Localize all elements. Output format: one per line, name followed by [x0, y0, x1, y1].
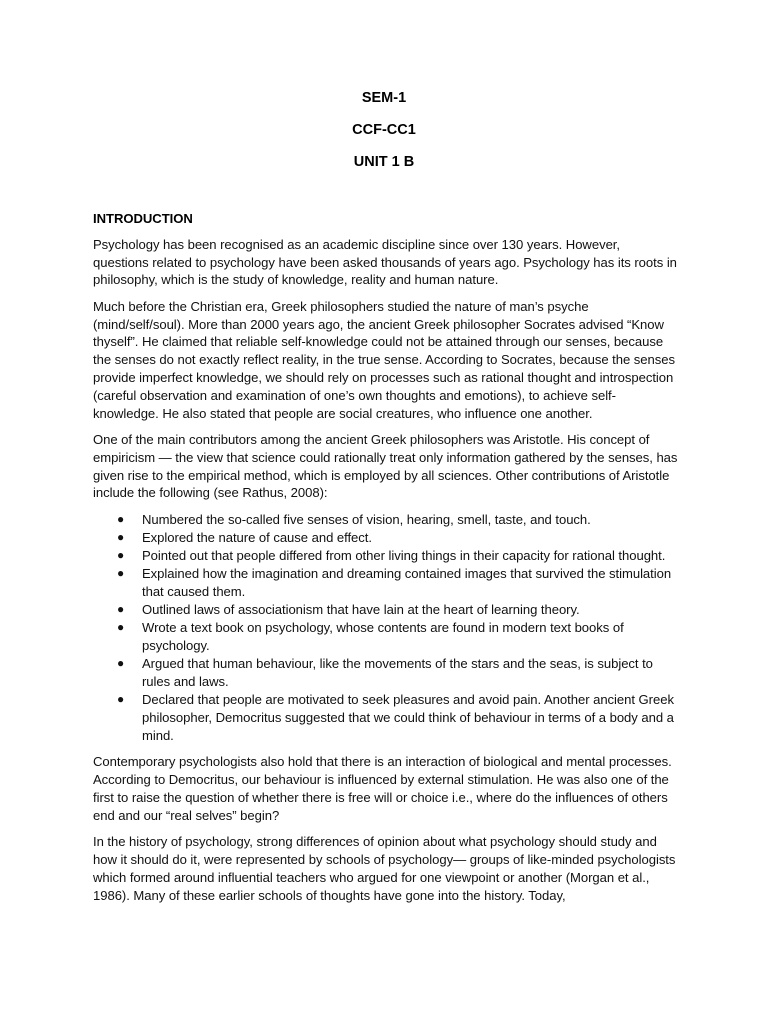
list-item	[93, 529, 678, 547]
list-item-text: Outlined laws of associationism that have lain at the heart of learning theory.	[142, 602, 580, 618]
list-item-text: Argued that human behaviour, like the movements of the stars and the seas, is subject to rules and laws.	[142, 656, 653, 690]
list-item	[93, 655, 678, 691]
paragraph: Psychology has been recognised as an academic discipline since over 130 years. However, questions related to psychology have been asked thousands of years ago. Psychology has its roots in philosophy, which is the study of knowledge, reality and human nature.	[93, 236, 677, 288]
list-item	[93, 565, 678, 601]
aristotle-contributions-list	[93, 511, 678, 745]
section-title: INTRODUCTION	[93, 211, 193, 226]
list-item-text: Numbered the so-called five senses of vision, hearing, smell, taste, and touch.	[142, 511, 591, 527]
list-item	[93, 691, 678, 744]
bullet-icon: ●	[117, 620, 125, 635]
unit-heading: UNIT 1 B	[353, 154, 415, 170]
course-code-heading: CCF-CC1	[352, 122, 416, 138]
semester-heading: SEM-1	[361, 90, 407, 106]
list-item-text: Wrote a text book on psychology, whose contents are found in modern text books of psychology.	[142, 620, 624, 654]
bullet-icon: ●	[117, 529, 125, 544]
paragraph: One of the main contributors among the ancient Greek philosophers was Aristotle. His concept of empiricism — the view that science could rationally treat only information gathered by the senses, has given rise to the empirical method, which is employed by all sciences. Other contributions of Aristotle include the following (see Rathus, 2008):	[93, 431, 678, 501]
list-item	[93, 547, 678, 565]
bullet-icon: ●	[117, 602, 125, 617]
list-item-text: Pointed out that people differed from other living things in their capacity for rational thought.	[142, 548, 666, 564]
paragraph: In the history of psychology, strong differences of opinion about what psychology should study and how it should do it, were represented by schools of psychology— groups of like-minded psychologists which formed around influential teachers who argued for one viewpoint or another (Morgan et al., 1986). Many of these earlier schools of thoughts have gone into the history. Today,	[93, 834, 676, 903]
list-item	[93, 619, 678, 655]
bullet-icon: ●	[117, 511, 125, 526]
bullet-icon: ●	[117, 548, 125, 563]
paragraph: Contemporary psychologists also hold that there is an interaction of biological and mental processes. According to Democritus, our behaviour is influenced by external stimulation. He was also one of the first to raise the question of whether there is free will or choice i.e., where do the influences of others end and our “real selves” begin?	[93, 754, 672, 823]
bullet-icon: ●	[117, 566, 125, 581]
list-item	[93, 511, 678, 529]
bullet-icon: ●	[117, 692, 125, 707]
list-item-text: Explored the nature of cause and effect.	[142, 529, 372, 545]
list-item-text: Explained how the imagination and dreaming contained images that survived the stimulation that caused them.	[142, 566, 672, 600]
bullet-icon: ●	[117, 656, 125, 671]
list-item	[93, 601, 678, 619]
paragraph: Much before the Christian era, Greek philosophers studied the nature of man’s psyche (mind/self/soul). More than 2000 years ago, the ancient Greek philosopher Socrates advised “Know thyself”. He claimed that reliable self-knowledge could not be attained through our senses, because the senses do not exactly reflect reality, in the true sense. According to Socrates, because the senses provide imperfect knowledge, we should rely on processes such as rational thought and introspection (careful observation and examination of one’s own thoughts and emotions), to achieve self-knowledge. He also stated that people are social creatures, who influence one another.	[93, 298, 675, 421]
document-body	[93, 210, 678, 913]
list-item-text: Declared that people are motivated to seek pleasures and avoid pain. Another ancient Greek philosopher, Democritus suggested that we could think of behaviour in terms of a body and a mind.	[142, 692, 674, 744]
